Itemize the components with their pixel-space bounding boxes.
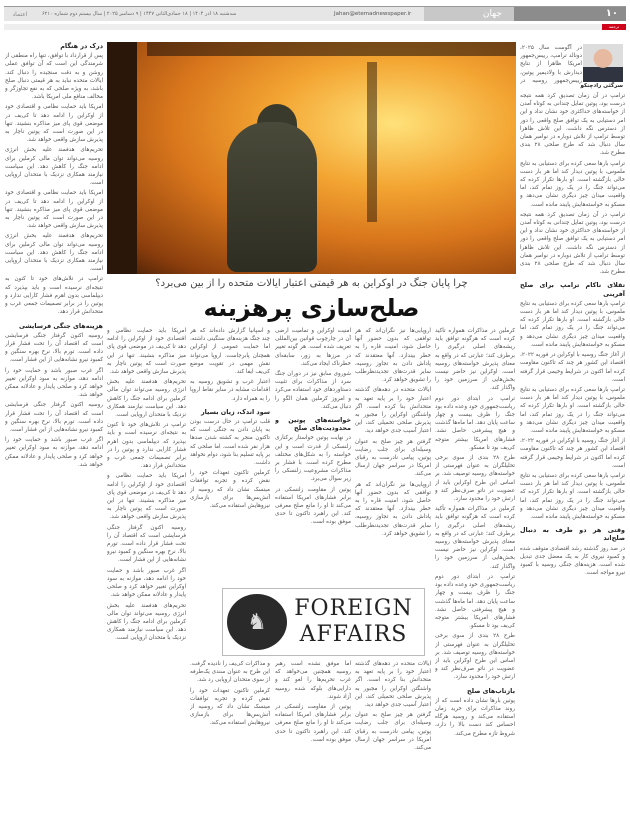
column-5b: و مذاکرات کی‌یف را نادیده گرفت. این طرح به عنوان سندی یک‌طرفه از سوی متحدان اروپایی رد شد. کرملین تاکنون تعهدات خود را نقض کرده و تجربه توافقات مینسک نشان داد که روسیه از آتش‌بس‌ها برای بازسازی نیروهایش استفاده می‌کند. [190, 661, 270, 727]
newspaper-logo: اعتماد [12, 10, 28, 18]
subheading: وقتی هر دو طرف به دنبال صلح‌اند [520, 526, 625, 543]
page-number: ۱۰ [514, 7, 626, 21]
date-line: سه‌شنبه ۱۸ آذر ۱۴۰۴ | ۱۸ جمادی‌الثانی ۱۴۴۷ | ۹ دسامبر ۲۰۲۵ | سال بیستم دوم شماره ۶۲۱۰ [42, 11, 237, 17]
column-5: و اسپانیا گزارش داده‌اند که هر چند جنگ هزینه‌های سنگینی داشته، اما حمایت عمومی از اوکراین همچنان پابرجاست. اروپا می‌تواند نقش مهمی در تقویت موضع کی‌یف ایفا کند. اعتبار غرب و تشویق روسیه به اقدامات مشابه در سایر نقاط اروپا را به همراه دارد. سود اندک، زیان بسیار قلب ترامپ در حال درست بودن به پایان دادن به جنگی است که تاکنون منجر به کشته شدن صدها هزار نفر شده است. اما صلحی که بر پایه تسلیم بنا شود، دوام نخواهد داشت. کرملین تاکنون تعهدات خود را نقض کرده و تجربه توافقات مینسک نشان داد که روسیه از آتش‌بس‌ها برای بازسازی نیروهایش استفاده می‌کند. [190, 328, 270, 510]
subheading: درک در هنگام [60, 42, 103, 50]
page-header [4, 6, 626, 21]
horse-rider-seal-icon: ♞ [227, 594, 287, 650]
subheading: تقلای ناکام ترامپ برای صلح آفرینی [520, 281, 625, 298]
column-1: ترامپ در آن زمان تصدیق کرد همه نتیجه درست بود، پوتین تمایل چندانی به کوتاه آمدن از خواسته‌های حداکثری خود نشان نداد و این امر دستیابی به یک توافق صلح واقعی را دور از دسترس نگه داشت. این تلاش ظاهرا توسط ترامپ از تلاش دوباره در نوامبر همان سال دنبال شد که طرح صلحی ۲۸ بندی مطرح شد. ترامپ بارها سعی کرده برای دستیابی به نتایج ملموس، با پوتین دیدار کند اما هر بار دست خالی بازگشته است. او بارها تکرار کرده که می‌تواند جنگ را در یک روز تمام کند، اما واقعیت میدان چیز دیگری نشان می‌دهد و مسکو به خواسته‌هایش پایبند مانده است. ترامپ در آن زمان تصدیق کرد همه نتیجه درست بود، پوتین تمایل چندانی به کوتاه آمدن از خواسته‌های حداکثری خود نشان نداد و این امر دستیابی به یک توافق صلح واقعی را دور از دسترس نگه داشت. این تلاش ظاهرا توسط ترامپ از تلاش دوباره در نوامبر همان سال دنبال شد که طرح صلحی ۲۸ بندی مطرح شد. تقلای ناکام ترامپ برای صلح آفرینی ترامپ بارها سعی کرده برای دستیابی به نتایج ملموس، با پوتین دیدار کند اما هر بار دست خالی بازگشته است. او بارها تکرار کرده که می‌تواند جنگ را در یک روز تمام کند، اما واقعیت میدان چیز دیگری نشان می‌دهد و مسکو به خواسته‌هایش پایبند مانده است. از آغاز جنگ روسیه با اوکراین در فوریه ۲۰۲۲، اقتصاد این کشور هر چند که تاکنون مقاومت کرده اما اکنون در شرایط وخیمی قرار گرفته است. ترامپ بارها سعی کرده برای دستیابی به نتایج ملموس، با پوتین دیدار کند اما هر بار دست خالی بازگشته است. او بارها تکرار کرده که می‌تواند جنگ را در یک روز تمام کند، اما واقعیت میدان چیز دیگری نشان می‌دهد و مسکو به خواسته‌هایش پایبند مانده است. از آغاز جنگ روسیه با اوکراین در فوریه ۲۰۲۲، اقتصاد این کشور هر چند که تاکنون مقاومت کرده اما اکنون در شرایط وخیمی قرار گرفته است. ترامپ بارها سعی کرده برای دستیابی به نتایج ملموس، با پوتین دیدار کند اما هر بار دست خالی بازگشته است. او بارها تکرار کرده که می‌تواند جنگ را در یک روز تمام کند، اما واقعیت میدان چیز دیگری نشان می‌دهد و مسکو به خواسته‌هایش پایبند مانده است. وقتی هر دو طرف به دنبال صلح‌اند در صد روز گذشته رشد اقتصادی متوقف شده و کمبود نیروی کار به یک معضل جدی تبدیل شده است. هزینه‌های جنگی روسیه با کمبود نیرو مواجه است. [520, 93, 625, 577]
divider-strip [4, 24, 626, 30]
column-7: درک در هنگام پس از قرارداد با توافق، تنها راه منطقی از شرمندگی این است که آن توافق عملی روشن و به دقت سنجیده را دنبال کند. ایالات متحده نباید به هر قیمتی دنبال صلح باشد، به ویژه صلحی که به نفع تجاوزگر و مخالف منافع ملی امریکا باشد. امریکا باید حمایت نظامی و اقتصادی خود از اوکراین را ادامه دهد تا کی‌یف در موضعی قوی پای میز مذاکره بنشیند. تنها در این صورت است که پوتین ناچار به پذیرش سازش واقعی خواهد شد. تحریم‌های هدفمند علیه بخش انرژی روسیه می‌تواند توان مالی کرملین برای ادامه جنگ را کاهش دهد. این سیاست نیازمند همکاری نزدیک با متحدان اروپایی است. امریکا باید حمایت نظامی و اقتصادی خود از اوکراین را ادامه دهد تا کی‌یف در موضعی قوی پای میز مذاکره بنشیند. تنها در این صورت است که پوتین ناچار به پذیرش سازش واقعی خواهد شد. تحریم‌های هدفمند علیه بخش انرژی روسیه می‌تواند توان مالی کرملین برای ادامه جنگ را کاهش دهد. این سیاست نیازمند همکاری نزدیک با متحدان اروپایی است. ترامپ در تلاش‌های خود تا کنون به نتیجه‌ای نرسیده است و باید بپذیرد که دیپلماسی بدون اهرم فشار کارایی ندارد و پوتین را در برابر تصمیمات جمعی غرب و متحدانش قرار دهد. هزینه‌های جنگی فرسایشی روسیه اکنون گرفتار جنگی فرسایشی است که اقتصاد آن را تحت فشار قرار داده است. تورم بالا، نرخ بهره سنگین و کمبود نیرو نشانه‌هایی از این فشار است. اگر غرب صبور باشد و حمایت خود را ادامه دهد، موازنه به سود اوکراین تغییر خواهد کرد و صلحی پایدار و عادلانه ممکن خواهد شد. روسیه اکنون گرفتار جنگی فرسایشی است که اقتصاد آن را تحت فشار قرار داده است. تورم بالا، نرخ بهره سنگین و کمبود نیرو نشانه‌هایی از این فشار است. اگر غرب صبور باشد و حمایت خود را ادامه دهد، موازنه به سود اوکراین تغییر خواهد کرد و صلحی پایدار و عادلانه ممکن خواهد شد. [5, 42, 103, 468]
column-3b: ایالات متحده در دهه‌های گذشته اعتبار خود را بر پایه تعهد به متحدانش بنا کرده است. اگر واشنگتن اوکراین را مجبور به پذیرش صلحی تحمیلی کند، این اعتبار آسیب جدی خواهد دید. گرفتن هر چیز صلح به عنوان وسیله‌ای برای جلب رضایت پوتین، پیامی نادرست به رقبای امریکا در سراسر جهان ارسال می‌کند. [355, 661, 431, 752]
subheading: بازتاب‌های صلح [466, 686, 515, 695]
column-4: امنیت اوکراین و تمامیت ارضی آن در چارچوب قوانین بین‌المللی تعریف شده است. هر گونه تغییر در مرزها به زور، سابقه‌ای خطرناک ایجاد می‌کند. شوروی سابق نیز در دوران جنگ سرد از مذاکرات برای تثبیت دستاوردهای خود استفاده می‌کرد و امروز کرملین همان الگو را دنبال می‌کند. خواسته‌های پوتین و محدودیت‌های صلح در نهایت پوتین خواستار برکناری زلنسکی از قدرت است و این خواسته را به شکل‌های مختلف مطرح کرده است. با فشار بر مذاکرات مشروعیت زلنسکی را زیر سوال می‌برد. پوتین از مقاومت زلنسکی در برابر فشارهای امریکا استفاده می‌کند تا او را مانع صلح معرفی کند. این راهبرد تاکنون تا حدی موفق بوده است. [275, 328, 351, 526]
article-headline: صلح‌سازی پرهزینه [203, 294, 420, 322]
section-name: جهان [424, 7, 514, 21]
article-kicker: چرا پایان جنگ در اوکراین به هر قیمتی اعتبار ایالات متحده را از بین می‌برد؟ [155, 278, 468, 289]
column-3: اروپایی‌ها نیز نگران‌اند که هر توافقی که بدون حضور آنها حاصل شود، امنیت قاره را به خطر بیندازد. آنها معتقدند که پاداش دادن به تجاوز روسیه، سایر قدرت‌های تجدیدنظرطلب را تشویق خواهد کرد. ایالات متحده در دهه‌های گذشته اعتبار خود را بر پایه تعهد به متحدانش بنا کرده است. اگر واشنگتن اوکراین را مجبور به پذیرش صلحی تحمیلی کند، این اعتبار آسیب جدی خواهد دید. گرفتن هر چیز صلح به عنوان وسیله‌ای برای جلب رضایت پوتین، پیامی نادرست به رقبای امریکا در سراسر جهان ارسال می‌کند. اروپایی‌ها نیز نگران‌اند که هر توافقی که بدون حضور آنها حاصل شود، امنیت قاره را به خطر بیندازد. آنها معتقدند که پاداش دادن به تجاوز روسیه، سایر قدرت‌های تجدیدنظرطلب را تشویق خواهد کرد. [355, 328, 431, 537]
article-photo [107, 42, 516, 274]
column-6: امریکا باید حمایت نظامی و اقتصادی خود از اوکراین را ادامه دهد تا کی‌یف در موضعی قوی پای میز مذاکره بنشیند. تنها در این صورت است که پوتین ناچار به پذیرش سازش واقعی خواهد شد. تحریم‌های هدفمند علیه بخش انرژی روسیه می‌تواند توان مالی کرملین برای ادامه جنگ را کاهش دهد. این سیاست نیازمند همکاری نزدیک با متحدان اروپایی است. ترامپ در تلاش‌های خود تا کنون به نتیجه‌ای نرسیده است و باید بپذیرد که دیپلماسی بدون اهرم فشار کارایی ندارد و پوتین را در برابر تصمیمات جمعی غرب و متحدانش قرار دهد. امریکا باید حمایت نظامی و اقتصادی خود از اوکراین را ادامه دهد تا کی‌یف در موضعی قوی پای میز مذاکره بنشیند. تنها در این صورت است که پوتین ناچار به پذیرش سازش واقعی خواهد شد. روسیه اکنون گرفتار جنگی فرسایشی است که اقتصاد آن را تحت فشار قرار داده است. تورم بالا، نرخ بهره سنگین و کمبود نیرو نشانه‌هایی از این فشار است. اگر غرب صبور باشد و حمایت خود را ادامه دهد، موازنه به سود اوکراین تغییر خواهد کرد و صلحی پایدار و عادلانه ممکن خواهد شد. تحریم‌های هدفمند علیه بخش انرژی روسیه می‌تواند توان مالی کرملین برای ادامه جنگ را کاهش دهد. این سیاست نیازمند همکاری نزدیک با متحدان اروپایی است. [107, 328, 186, 642]
subheading: خواسته‌های پوتین و محدودیت‌های صلح [275, 416, 351, 433]
section-email[interactable]: Jahan@etemadnewspaper.ir [334, 11, 412, 17]
author-photo [583, 44, 623, 82]
column-2: کرملین در مذاکرات همواره تأکید کرده است که هرگونه توافق باید ریشه‌های اصلی درگیری را برطرف کند؛ عبارتی که در واقع به معنای پذیرش خواسته‌های روسیه است. اوکراین نیز حاضر نیست بخش‌هایی از سرزمین خود را واگذار کند. ترامپ در ابتدای دور دوم ریاست‌جمهوری خود وعده داده بود جنگ را ظرف بیست و چهار ساعت پایان دهد. اما ماه‌ها گذشت و هیچ پیشرفتی حاصل نشد. فشارهای امریکا بیشتر متوجه کی‌یف بود تا مسکو. طرح ۲۸ بندی از سوی برخی تحلیلگران به عنوان فهرستی از خواسته‌های روسیه توصیف شد. بر اساس این طرح اوکراین باید از عضویت در ناتو صرف‌نظر کند و ارتش خود را محدود سازد. کرملین در مذاکرات همواره تأکید کرده است که هرگونه توافق باید ریشه‌های اصلی درگیری را برطرف کند؛ عبارتی که در واقع به معنای پذیرش خواسته‌های روسیه است. اوکراین نیز حاضر نیست بخش‌هایی از سرزمین خود را واگذار کند. ترامپ در ابتدای دور دوم ریاست‌جمهوری خود وعده داده بود جنگ را ظرف بیست و چهار ساعت پایان دهد. اما ماه‌ها گذشت و هیچ پیشرفتی حاصل نشد. فشارهای امریکا بیشتر متوجه کی‌یف بود تا مسکو. طرح ۲۸ بندی از سوی برخی تحلیلگران به عنوان فهرستی از خواسته‌های روسیه توصیف شد. بر اساس این طرح اوکراین باید از عضویت در ناتو صرف‌نظر کند و ارتش خود را محدود سازد. بازتاب‌های صلح پوتین بارها نشان داده است که از روند مذاکرات برای خرید زمان استفاده می‌کند و روسیه هرگاه احساس کند دست بالا را دارد، شروط تازه مطرح می‌کند. [435, 328, 515, 737]
translation-tag: ترجمه [602, 24, 626, 30]
column-4b: اما موفق نشده است رهبر روسیه همچنین می‌خواهد که غرب تحریم‌ها را لغو کند و دارایی‌های بلوکه شده روسیه آزاد شوند. پوتین از مقاومت زلنسکی در برابر فشارهای امریکا استفاده می‌کند تا او را مانع صلح معرفی کند. این راهبرد تاکنون تا حدی موفق بوده است. [275, 661, 351, 743]
author-name: سرگئی رادچنکو [580, 83, 623, 89]
subheading: سود اندک، زیان بسیار [200, 407, 270, 416]
subheading: هزینه‌های جنگی فرسایشی [18, 321, 103, 330]
foreign-affairs-logo: ♞ FOREIGN AFFAIRS [222, 588, 425, 656]
column-1-intro: در آگوست سال ۲۰۲۵، دونالد ترامپ، رییس‌جمهور امریکا ظاهرا از نتایج دیدارش با ولادیمیر پوتین، رییس‌جمهور روسیه در [520, 45, 582, 84]
